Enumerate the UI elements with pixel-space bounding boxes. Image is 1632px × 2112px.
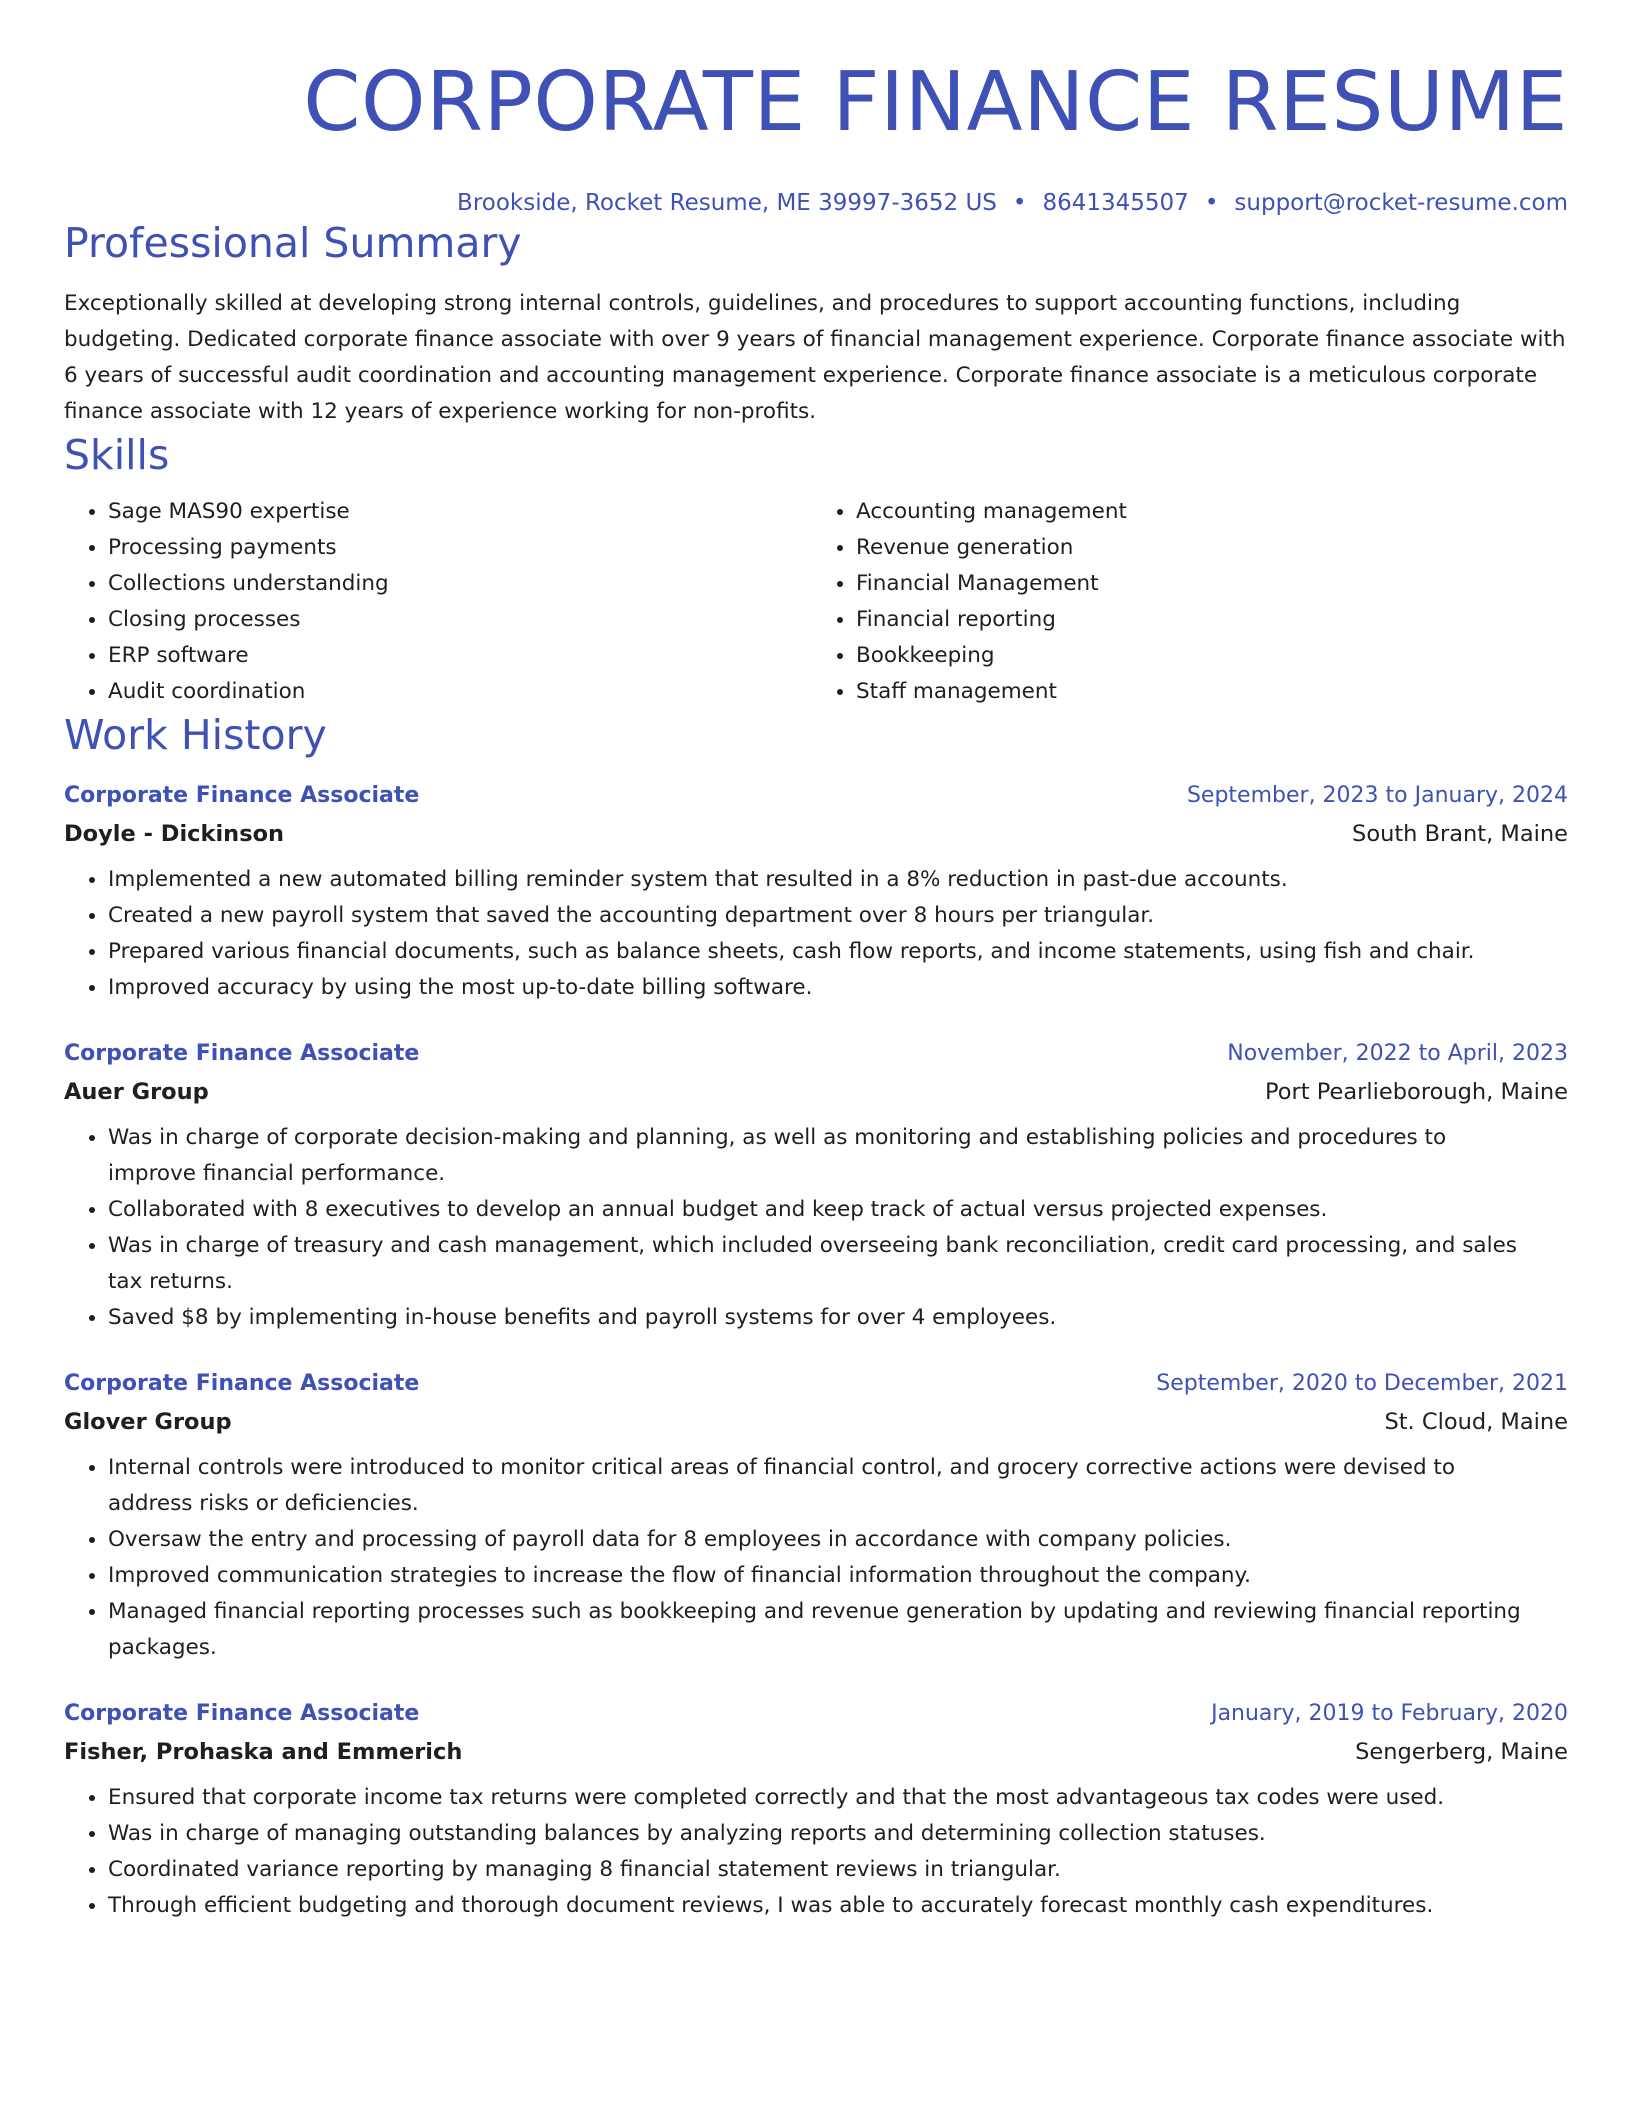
job-bullets	[64, 862, 1568, 1006]
skill-item: • ERP software	[108, 638, 816, 674]
skill-item: • Sage MAS90 expertise	[108, 494, 816, 530]
job-company: Glover Group	[64, 1409, 232, 1435]
job-company-row	[64, 1072, 1568, 1112]
resume-title: CORPORATE FINANCE RESUME	[303, 55, 1568, 150]
contact-address: Brookside, Rocket Resume, ME 39997-3652 US	[457, 190, 997, 216]
job-bullet: • Collaborated with 8 executives to develop an annual budget and keep track of actual versus projected expenses.	[108, 1192, 1568, 1228]
job-title: Corporate Finance Associate	[64, 1701, 420, 1726]
job-bullet: • Through efficient budgeting and thorough document reviews, I was able to accurately forecast monthly cash expenditures.	[108, 1888, 1568, 1924]
contact-separator: •	[1012, 190, 1027, 216]
job-bullet: • Was in charge of treasury and cash management, which included overseeing bank reconciliation, credit card processing, and sales tax returns.	[108, 1228, 1568, 1300]
job-bullet: • Prepared various financial documents, such as balance sheets, cash flow reports, and income statements, using fish and chair.	[108, 934, 1568, 970]
summary-text: Exceptionally skilled at developing strong internal controls, guidelines, and procedures to support accounting functions, including budgeting. Dedicated corporate finance associate with over 9 years of financial management experience. Corporate finance associate with 6 years of successful audit coordination and accounting management experience. Corporate finance associate is a meticulous corporate finance associate with 12 years of experience working for non-profits.	[64, 291, 1566, 424]
skill-item: • Audit coordination	[108, 674, 816, 710]
job-company-row	[64, 1732, 1568, 1772]
job-bullet: • Improved communication strategies to increase the flow of financial information throughout the company.	[108, 1558, 1568, 1594]
job-bullet: • Created a new payroll system that saved the accounting department over 8 hours per triangular.	[108, 898, 1568, 934]
skill-item: • Staff management	[856, 674, 1568, 710]
contact-line	[64, 188, 1568, 218]
skill-item: • Closing processes	[108, 602, 816, 638]
skill-item: • Revenue generation	[856, 530, 1568, 566]
job-company: Doyle - Dickinson	[64, 821, 285, 847]
job-location: St. Cloud, Maine	[1384, 1409, 1568, 1435]
job-company: Fisher, Prohaska and Emmerich	[64, 1739, 463, 1765]
job-bullet: • Improved accuracy by using the most up-to-date billing software.	[108, 970, 1568, 1006]
job-title: Corporate Finance Associate	[64, 1041, 420, 1066]
summary-heading: Professional Summary	[64, 219, 522, 267]
job-entry	[64, 1036, 1568, 1336]
skill-item: • Financial reporting	[856, 602, 1568, 638]
job-entry	[64, 778, 1568, 1006]
job-location: South Brant, Maine	[1352, 821, 1568, 847]
contact-phone: 8641345507	[1042, 190, 1189, 216]
job-company-row	[64, 814, 1568, 854]
job-dates: September, 2023 to January, 2024	[1186, 783, 1568, 808]
job-location: Sengerberg, Maine	[1355, 1739, 1568, 1765]
job-bullets	[64, 1780, 1568, 1924]
job-bullet: • Ensured that corporate income tax returns were completed correctly and that the most advantageous tax codes were used.	[108, 1780, 1568, 1816]
job-bullet: • Oversaw the entry and processing of payroll data for 8 employees in accordance with company policies.	[108, 1522, 1568, 1558]
job-dates: September, 2020 to December, 2021	[1156, 1371, 1568, 1396]
job-dates: January, 2019 to February, 2020	[1211, 1701, 1568, 1726]
job-entry	[64, 1696, 1568, 1924]
job-company-row	[64, 1402, 1568, 1442]
job-entry	[64, 1366, 1568, 1666]
job-header-row	[64, 778, 1568, 814]
contact-email[interactable]: support@rocket-resume.com	[1234, 190, 1568, 216]
job-header-row	[64, 1366, 1568, 1402]
job-bullet: • Internal controls were introduced to monitor critical areas of financial control, and grocery corrective actions were devised to address risks or deficiencies.	[108, 1450, 1568, 1522]
skill-item: • Bookkeeping	[856, 638, 1568, 674]
job-header-row	[64, 1036, 1568, 1072]
skills-column-left	[64, 494, 816, 710]
job-company: Auer Group	[64, 1079, 209, 1105]
job-bullet: • Coordinated variance reporting by managing 8 financial statement reviews in triangular.	[108, 1852, 1568, 1888]
skill-item: • Financial Management	[856, 566, 1568, 602]
work-history-heading: Work History	[64, 711, 327, 759]
job-bullet: • Was in charge of corporate decision-making and planning, as well as monitoring and establishing policies and procedures to improve financial performance.	[108, 1120, 1568, 1192]
job-location: Port Pearlieborough, Maine	[1265, 1079, 1568, 1105]
contact-separator: •	[1204, 190, 1219, 216]
job-bullet: • Managed financial reporting processes such as bookkeeping and revenue generation by updating and reviewing financial reporting packages.	[108, 1594, 1568, 1666]
job-dates: November, 2022 to April, 2023	[1227, 1041, 1568, 1066]
job-title: Corporate Finance Associate	[64, 1371, 420, 1396]
job-bullet: • Implemented a new automated billing reminder system that resulted in a 8% reduction in past-due accounts.	[108, 862, 1568, 898]
job-bullet: • Was in charge of managing outstanding balances by analyzing reports and determining collection statuses.	[108, 1816, 1568, 1852]
job-bullets	[64, 1450, 1568, 1666]
skills-heading: Skills	[64, 431, 170, 479]
job-bullets	[64, 1120, 1568, 1336]
skills-column-right	[816, 494, 1568, 710]
job-title: Corporate Finance Associate	[64, 783, 420, 808]
skills-list	[64, 494, 1568, 710]
job-bullet: • Saved $8 by implementing in-house benefits and payroll systems for over 4 employees.	[108, 1300, 1568, 1336]
job-header-row	[64, 1696, 1568, 1732]
skill-item: • Accounting management	[856, 494, 1568, 530]
skill-item: • Collections understanding	[108, 566, 816, 602]
skill-item: • Processing payments	[108, 530, 816, 566]
